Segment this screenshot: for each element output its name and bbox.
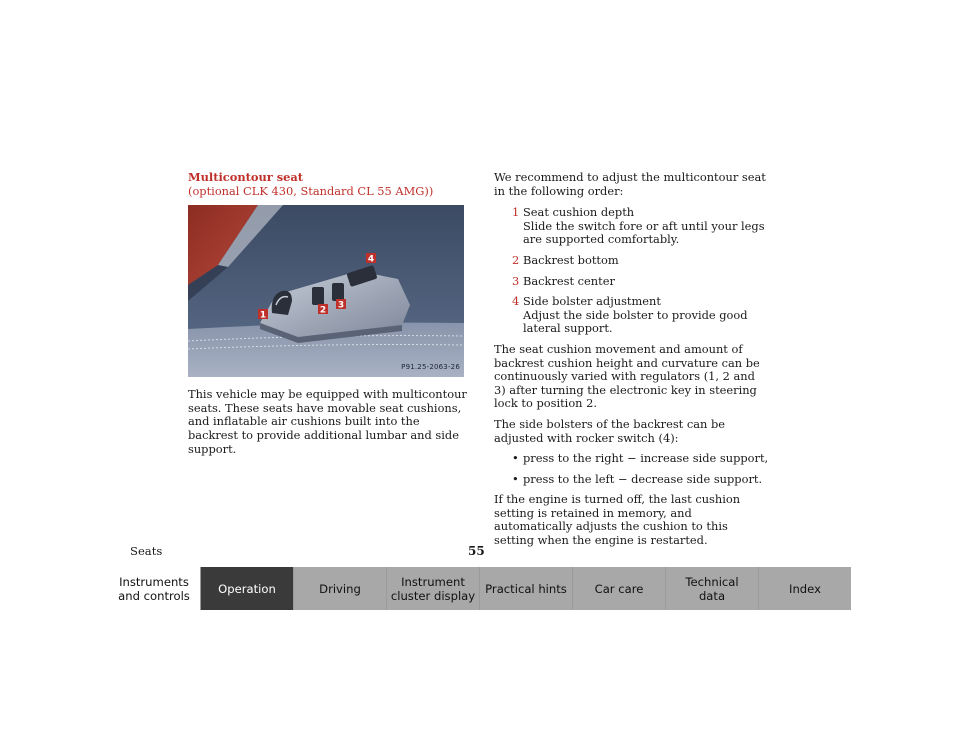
step-item [512,275,769,289]
right-column [494,171,769,555]
left-column [188,171,468,463]
step-number: 1 [512,205,520,220]
tab-operation[interactable]: Operation [201,567,294,610]
step-title: Backrest center [523,273,615,288]
photo-label-3 [336,299,346,311]
step-title: Side bolster adjustment [523,294,661,309]
step-number: 2 [512,252,520,267]
step-item [512,254,769,268]
bullet-icon: • [512,471,519,486]
step-description: Slide the switch fore or aft until your legs are supported comfortably. [523,218,765,247]
photo-label-2 [318,304,328,316]
step-item [512,206,769,247]
tab-technical-data[interactable]: Technical data [666,567,759,610]
intro-paragraph: This vehicle may be equipped with multicontour seats. These seats have movable seat cushions, and inflatable air cushions built into the backrest to provide additional lumbar and side support. [188,387,467,456]
photo-label-4 [366,253,376,265]
photo-caption: P91.25-2063-26 [401,362,460,371]
bullet-text: press to the right − increase side support, [523,451,769,466]
section-label: Seats [130,544,163,558]
tab-instruments-and-controls[interactable]: Instruments and controls [108,567,201,610]
step-title: Backrest bottom [523,252,619,267]
tab-index[interactable]: Index [759,567,851,610]
bullet-text: press to the left − decrease side support. [523,471,763,486]
step-number: 4 [512,294,520,309]
photo-label-1 [258,309,268,321]
adjustment-steps [512,206,769,336]
list-item [512,452,769,466]
section-heading: Multicontour seat [188,170,304,184]
step-number: 3 [512,273,520,288]
section-subheading: (optional CLK 430, Standard CL 55 AMG)) [188,183,434,198]
svg-text:3: 3 [337,300,345,311]
step-description: Adjust the side bolster to provide good lateral support. [523,307,748,336]
bolster-bullets [512,452,769,486]
step-item [512,295,769,336]
seat-switch-illustration [188,205,464,377]
seat-switch-photo [188,205,464,377]
tab-instrument-cluster-display[interactable]: Instrument cluster display [387,567,480,610]
recommend-paragraph: We recommend to adjust the multicontour seat in the following order: [494,170,766,198]
svg-text:1: 1 [259,310,267,321]
tab-driving[interactable]: Driving [294,567,387,610]
step-title: Seat cushion depth [523,205,635,220]
tab-practical-hints[interactable]: Practical hints [480,567,573,610]
svg-text:2: 2 [319,305,327,316]
memory-paragraph: If the engine is turned off, the last cushion setting is retained in memory, and automatically adjusts the cushion to this setting when the engine is restarted. [494,492,741,548]
bolster-paragraph: The side bolsters of the backrest can be adjusted with rocker switch (4): [494,416,726,445]
list-item [512,473,769,487]
chapter-nav [108,567,851,610]
bullet-icon: • [512,451,519,466]
page-number: 55 [468,544,485,558]
tab-car-care[interactable]: Car care [573,567,666,610]
svg-text:4: 4 [367,254,375,265]
cushion-paragraph: The seat cushion movement and amount of backrest cushion height and curvature can be continuously varied with regulators (1, 2 and 3) after turning the electronic key in steering lock to position 2. [494,341,760,411]
